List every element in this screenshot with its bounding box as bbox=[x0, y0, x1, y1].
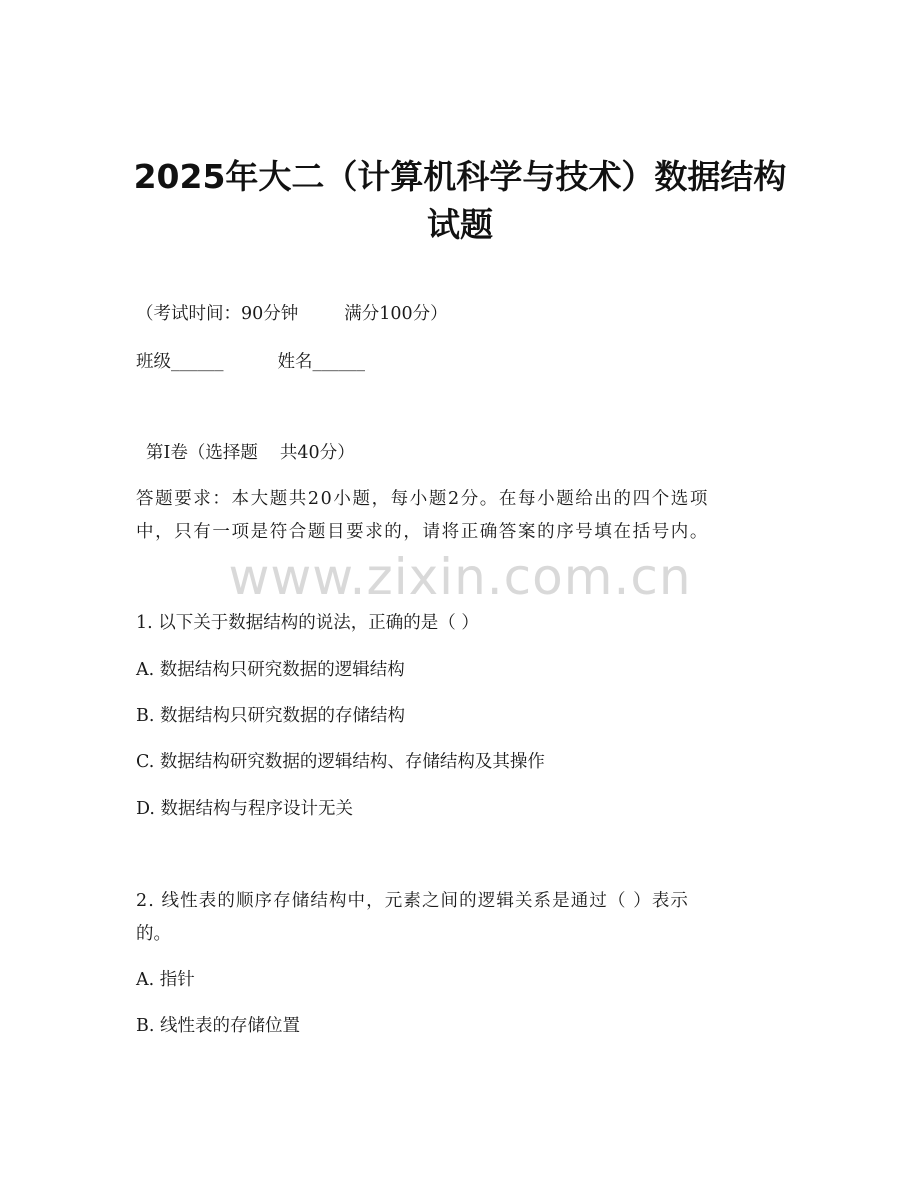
full-score: 满分100分） bbox=[344, 304, 448, 324]
class-field-label: 班级______ bbox=[136, 352, 224, 372]
instructions-line-1: 答题要求：本大题共20小题，每小题2分。在每小题给出的四个选项 bbox=[136, 489, 709, 509]
section-title: 第Ⅰ卷（选择题 bbox=[146, 443, 258, 463]
question-2-stem-continued: 的。 bbox=[136, 924, 171, 944]
question-1-option-a: A. 数据结构只研究数据的逻辑结构 bbox=[136, 660, 405, 680]
question-1-option-c: C. 数据结构研究数据的逻辑结构、存储结构及其操作 bbox=[136, 752, 545, 772]
section-total: 共40分） bbox=[279, 443, 355, 463]
watermark: www.zixin.com.cn bbox=[228, 548, 692, 606]
section-heading bbox=[146, 441, 355, 465]
question-2-option-b: B. 线性表的存储位置 bbox=[136, 1016, 300, 1036]
exam-title: 2025年大二（计算机科学与技术）数据结构 bbox=[133, 157, 787, 196]
question-1-stem: 1. 以下关于数据结构的说法，正确的是（ ） bbox=[136, 613, 479, 633]
name-field-label: 姓名______ bbox=[277, 352, 365, 372]
question-1-option-b: B. 数据结构只研究数据的存储结构 bbox=[136, 706, 405, 726]
question-2-option-a: A. 指针 bbox=[136, 970, 195, 990]
instructions-line-2: 中，只有一项是符合题目要求的，请将正确答案的序号填在括号内。 bbox=[136, 522, 709, 542]
question-1-option-d: D. 数据结构与程序设计无关 bbox=[136, 799, 354, 819]
question-2-stem: 2. 线性表的顺序存储结构中，元素之间的逻辑关系是通过（ ）表示 bbox=[136, 891, 690, 911]
exam-info bbox=[136, 302, 448, 326]
exam-title-continued: 试题 bbox=[427, 205, 493, 244]
student-info bbox=[136, 350, 365, 374]
exam-time: （考试时间：90分钟 bbox=[136, 304, 299, 324]
